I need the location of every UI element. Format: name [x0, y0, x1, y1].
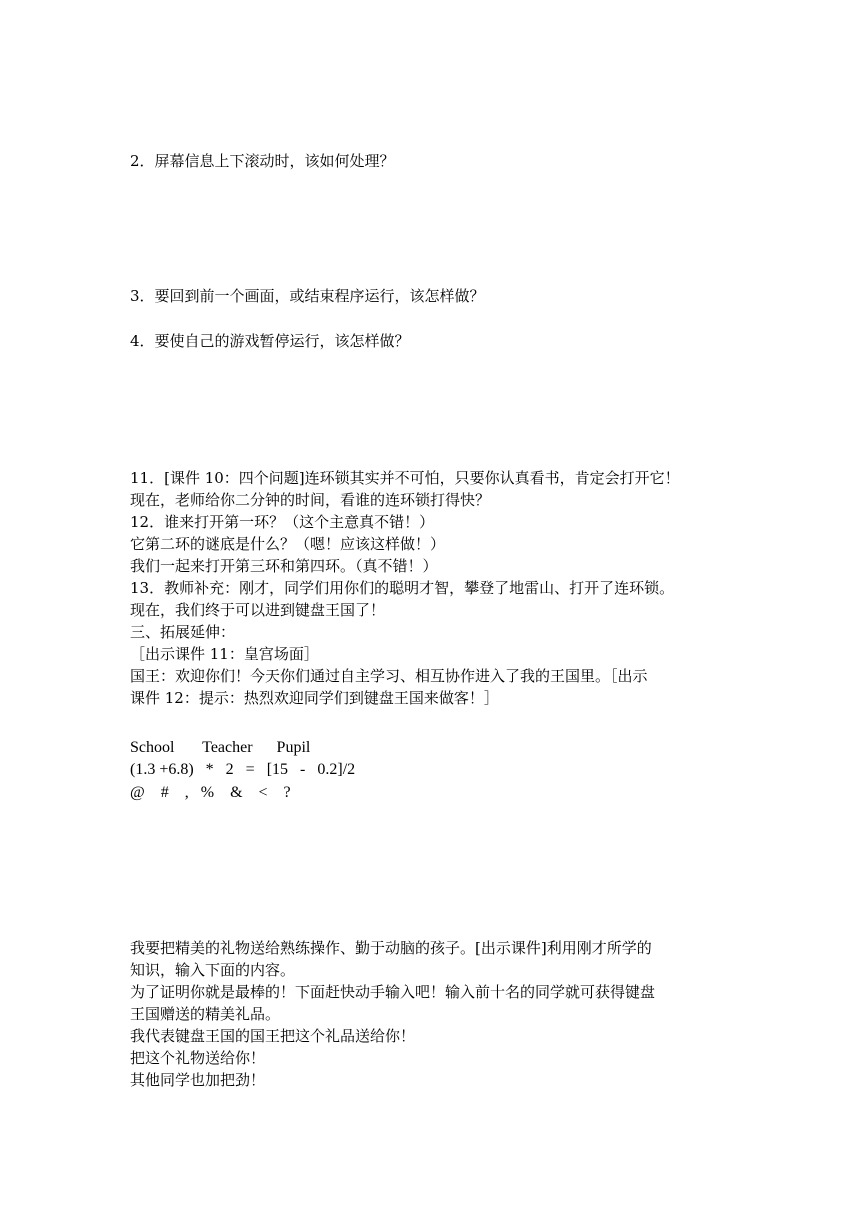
king-line-2: 课件 12：提示：热烈欢迎同学们到键盘王国来做客！］ [130, 689, 499, 707]
typing-formula: (1.3 +6.8) * 2 = [15 - 0.2]/2 [130, 761, 356, 778]
question-4: 4．要使自己的游戏暂停运行，该怎样做？ [130, 332, 410, 350]
prove-line-1: 为了证明你就是最棒的！下面赶快动手输入吧！输入前十名的同学就可获得键盘 [130, 983, 656, 1001]
section-3-heading: 三、拓展延伸： [130, 623, 236, 641]
give-line: 把这个礼物送给你！ [130, 1049, 266, 1067]
step-12-line-3: 我们一起来打开第三环和第四环。（真不错！） [130, 557, 438, 575]
king-line-1: 国王：欢迎你们！今天你们通过自主学习、相互协作进入了我的王国里。［出示 [130, 667, 648, 685]
gift-line-2: 知识，输入下面的内容。 [130, 961, 296, 979]
step-11-line-1: 11．[课件 10：四个问题]连环锁其实并不可怕，只要你认真看书，肯定会打开它！ [130, 469, 680, 487]
question-3: 3．要回到前一个画面，或结束程序运行，该怎样做？ [130, 287, 485, 305]
present-line: 我代表键盘王国的国王把这个礼品送给你！ [130, 1027, 416, 1045]
typing-words: School Teacher Pupil [130, 739, 311, 756]
step-12-line-2: 它第二环的谜底是什么？（嗯！应该这样做！） [130, 535, 446, 553]
typing-symbols: @ # , % & < ? [130, 784, 291, 801]
others-line: 其他同学也加把劲！ [130, 1071, 266, 1089]
step-13-line-2: 现在，我们终于可以进到键盘王国了！ [130, 601, 386, 619]
show-courseware-11: ［出示课件 11：皇宫场面］ [130, 645, 319, 663]
question-2: 2．屏幕信息上下滚动时，该如何处理？ [130, 152, 395, 170]
prove-line-2: 王国赠送的精美礼品。 [130, 1005, 281, 1023]
step-12-line-1: 12．谁来打开第一环？（这个主意真不错！） [130, 513, 435, 531]
gift-line-1: 我要把精美的礼物送给熟练操作、勤于动脑的孩子。[出示课件]利用刚才所学的 [130, 939, 652, 957]
step-11-line-2: 现在，老师给你二分钟的时间，看谁的连环锁打得快？ [130, 491, 491, 509]
step-13-line-1: 13．教师补充：刚才，同学们用你们的聪明才智，攀登了地雷山、打开了连环锁。 [130, 579, 675, 597]
